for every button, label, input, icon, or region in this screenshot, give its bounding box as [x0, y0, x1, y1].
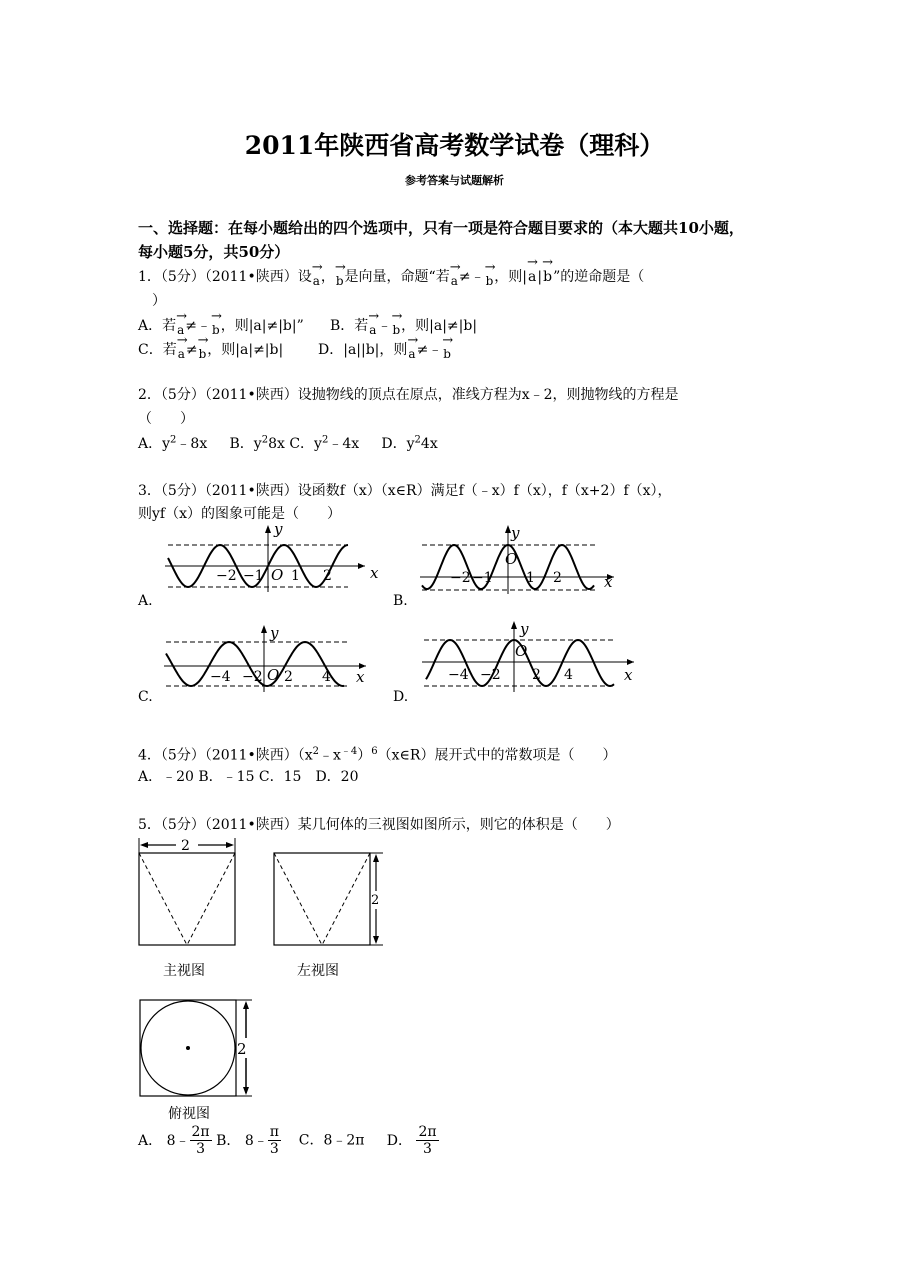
q3-graph-b[interactable]: [418, 520, 628, 595]
q5-option-c[interactable]: C．8﹣2π: [298, 1132, 365, 1149]
tick-label: −4: [210, 669, 231, 685]
dimension-label: 2: [237, 1040, 247, 1058]
section-header-line1: 一、选择题：在每小题给出的四个选项中，只有一项是符合题目要求的（本大题共10小题，: [138, 219, 744, 237]
dim-arrow: [373, 854, 379, 862]
view-frame: [274, 853, 370, 945]
q3-option-c-label[interactable]: C.: [138, 689, 153, 705]
tick-label: −1: [472, 570, 493, 586]
origin-label: O: [505, 550, 518, 568]
section-header-line2: 每小题5分，共50分）: [138, 243, 290, 261]
q1-paren: ）: [152, 293, 166, 309]
page-subtitle: 参考答案与试题解析: [405, 174, 504, 187]
q3-graph-d[interactable]: [418, 618, 643, 694]
dim-arrow: [140, 842, 148, 848]
x-label: x: [604, 573, 613, 591]
center-point: [186, 1046, 190, 1050]
q5-front-view: [130, 833, 250, 953]
tick-label: −2: [450, 570, 471, 586]
origin-label: O: [267, 666, 280, 684]
q4-stem: 4．（5分）（2011•陕西）$(x^2﹣x^{﹣4})^6(x\in R)$展开式中的常数项是（ ）: [138, 746, 617, 764]
tick-label: 1: [526, 570, 535, 586]
tick-label: 4: [564, 667, 573, 683]
q2-options: [138, 433, 438, 453]
q1-option-d[interactable]: D．|a||b|，则→ a≠﹣→ b: [318, 339, 452, 361]
q5-front-view-caption: 主视图: [163, 963, 205, 979]
q2-option-d[interactable]: D．$y^24x$: [381, 434, 438, 452]
q2-option-c[interactable]: C．$y^2﹣4x$: [289, 434, 360, 452]
hidden-edge: [274, 853, 322, 945]
hidden-edge: [187, 853, 235, 945]
tick-label: 4: [322, 669, 331, 685]
y-axis-arrow: [511, 621, 517, 629]
tick-label: −2: [216, 568, 237, 584]
dim-arrow: [373, 936, 379, 944]
q3-stem-line2: 则yf（x）的图象可能是（ ）: [138, 506, 341, 522]
hidden-edge: [139, 853, 187, 945]
q4-options[interactable]: A．﹣20 B．﹣15 C．15 D．20: [138, 769, 359, 785]
q5-option-d[interactable]: D． $\frac{2\pi}{3}$: [386, 1124, 437, 1158]
q3-option-d-label[interactable]: D.: [393, 689, 409, 705]
y-axis-arrow: [261, 625, 267, 633]
q1-option-a[interactable]: A．若→ a≠﹣→ b，则|a|≠|b|”: [138, 315, 304, 337]
q3-stem-line1: 3．（5分）（2011•陕西）设函数f（x）（x∈R）满足f（﹣x）f（x），f（x+2）f（x），: [138, 483, 672, 499]
q3-graph-c[interactable]: [160, 622, 380, 694]
q5-option-b[interactable]: B． 8﹣ $\frac{\pi}{3}$: [216, 1124, 279, 1158]
tick-label: 2: [553, 570, 562, 586]
hidden-edge: [322, 853, 370, 945]
x-axis-arrow: [627, 659, 634, 665]
dim-arrow: [243, 1087, 249, 1095]
q5-top-view: [130, 995, 260, 1100]
tick-label: 2: [284, 669, 293, 685]
q5-options: [138, 1124, 439, 1157]
q3-option-b-label[interactable]: B.: [393, 593, 408, 609]
q2-stem-line2: （ ）: [138, 411, 194, 427]
tick-label: −2: [242, 669, 263, 685]
q5-side-view-caption: 左视图: [297, 963, 339, 979]
view-frame: [139, 853, 235, 945]
tick-label: −1: [243, 568, 264, 584]
q2-option-a[interactable]: A．$y^2﹣8x$: [138, 434, 208, 452]
x-axis-arrow: [358, 563, 365, 569]
dim-arrow: [226, 842, 234, 848]
tick-label: 2: [532, 667, 541, 683]
q3-graph-a[interactable]: [160, 520, 380, 595]
q2-option-b[interactable]: B．$y^28x$: [229, 434, 285, 452]
y-label: y: [520, 620, 529, 638]
dimension-label: 2: [181, 838, 190, 854]
q1-option-b[interactable]: B．若→ a﹣→ b，则|a|≠|b|: [330, 315, 477, 337]
x-label: x: [356, 668, 365, 686]
q2-stem-line1: 2．（5分）（2011•陕西）设抛物线的顶点在原点，准线方程为x﹣2，则抛物线的方程是: [138, 387, 679, 403]
origin-label: O: [271, 566, 284, 584]
dimension-label: 2: [371, 893, 380, 908]
tick-label: −4: [448, 667, 469, 683]
tick-label: 1: [291, 568, 300, 584]
q5-option-a[interactable]: A． 8﹣ $\frac{2\pi}{3}$: [138, 1124, 210, 1158]
q5-side-view: [265, 845, 390, 950]
y-label: y: [511, 524, 520, 542]
y-label: y: [270, 624, 279, 642]
page-title: 2011年陕西省高考数学试卷（理科）: [244, 131, 665, 160]
y-axis-arrow: [265, 525, 271, 533]
tick-label: 2: [323, 568, 332, 584]
origin-label: O: [515, 642, 528, 660]
q5-top-view-caption: 俯视图: [168, 1106, 210, 1122]
x-label: x: [370, 564, 379, 582]
q1-option-c[interactable]: C．若→ a≠→ b，则|a|≠|b|: [138, 339, 283, 361]
q1-stem: 1．（5分）（2011•陕西）设→ a，→ b是向量，命题“若→ a≠﹣→ b，则|→ a|→ b”的逆命题是（: [138, 266, 644, 288]
tick-label: −2: [480, 667, 501, 683]
q3-option-a-label[interactable]: A.: [138, 593, 153, 609]
y-label: y: [274, 520, 283, 538]
x-label: x: [624, 666, 633, 684]
dim-arrow: [243, 1001, 249, 1009]
q5-stem: 5．（5分）（2011•陕西）某几何体的三视图如图所示，则它的体积是（ ）: [138, 817, 620, 833]
